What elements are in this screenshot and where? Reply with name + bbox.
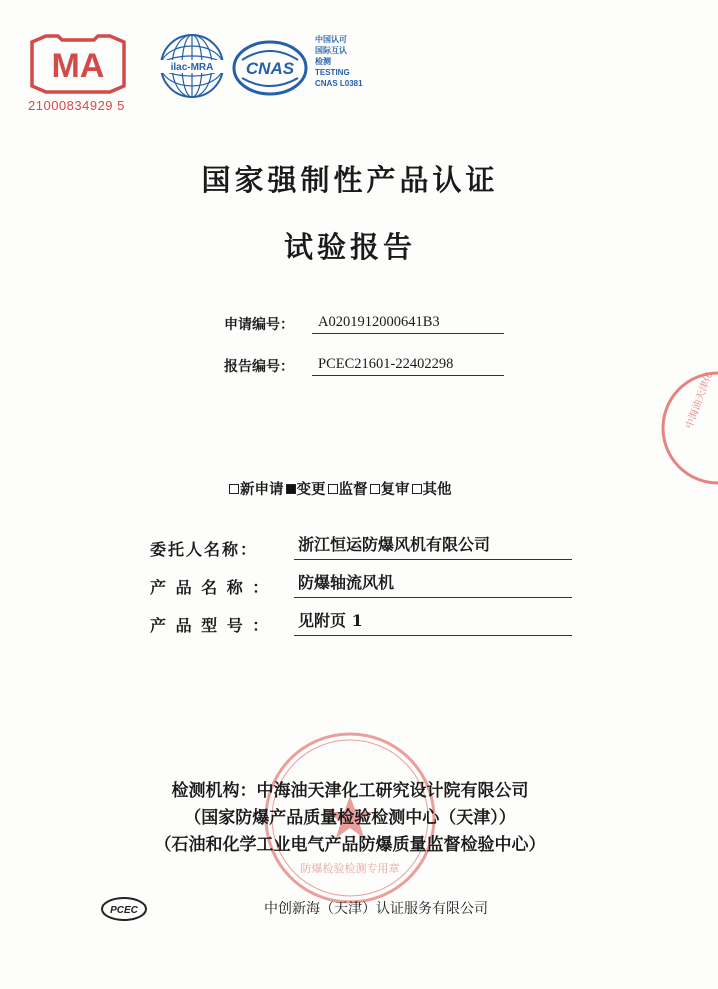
cnas-accreditation-text xyxy=(315,34,375,89)
cnas-line: CNAS L0381 xyxy=(315,79,363,88)
report-number-row xyxy=(224,356,504,376)
product-name-label: 产 品 名 称 ： xyxy=(150,578,271,597)
ma-logo xyxy=(28,34,128,94)
review-label: 复审 xyxy=(380,481,410,498)
product-model-label: 产 品 型 号 ： xyxy=(150,616,271,635)
product-name-value: 防爆轴流风机 xyxy=(294,570,572,598)
page-subtitle: 试验报告 xyxy=(283,230,416,264)
pcec-logo xyxy=(100,896,148,922)
product-model-value: 见附页 1 xyxy=(294,608,572,636)
application-type-options xyxy=(227,478,452,499)
ilac-mra-text: ilac-MRA xyxy=(170,62,214,73)
report-number-label: 报告编号： xyxy=(224,359,294,375)
new-application-label: 新申请 xyxy=(240,481,284,498)
ma-certificate-number: 21000834929 5 xyxy=(28,98,125,113)
change-label: 变更 xyxy=(296,481,326,498)
product-name-row xyxy=(150,570,572,598)
institution-subtitle-2: （石油和化学工业电气产品防爆质量监督检验中心） xyxy=(154,835,546,855)
new-application-checkbox[interactable] xyxy=(229,484,239,494)
application-number-row xyxy=(224,314,504,334)
ilac-mra-logo xyxy=(158,32,226,100)
cnas-line: 国际互认 xyxy=(315,46,347,55)
supervision-checkbox[interactable] xyxy=(328,484,338,494)
other-checkbox[interactable] xyxy=(412,484,422,494)
supervision-label: 监督 xyxy=(338,481,368,498)
change-checkbox[interactable] xyxy=(286,484,296,494)
report-number-value: PCEC21601-22402298 xyxy=(312,356,504,376)
stamp-edge-text: 中海油天津化 xyxy=(684,370,716,431)
other-label: 其他 xyxy=(422,481,452,498)
cnas-logo-text: CNAS xyxy=(245,59,295,78)
application-number-value: A0201912000641B3 xyxy=(312,314,504,334)
institution-subtitle-1: （国家防爆产品质量检验检测中心（天津）） xyxy=(184,808,516,828)
application-number-label: 申请编号： xyxy=(224,317,294,333)
edge-seal-stamp xyxy=(658,368,718,488)
cnas-line: 中国认可 xyxy=(315,35,347,44)
page-title: 国家强制性产品认证 xyxy=(201,163,499,197)
ma-logo-text: MA xyxy=(51,47,105,85)
product-model-row xyxy=(150,608,572,636)
client-value: 浙江恒运防爆风机有限公司 xyxy=(294,532,572,560)
client-row xyxy=(150,532,572,560)
pcec-logo-text: PCEC xyxy=(110,905,138,916)
cnas-line: TESTING xyxy=(315,68,350,77)
stamp-center-text: 防爆检验检测专用章 xyxy=(300,862,400,875)
certification-company: 中创新海（天津）认证服务有限公司 xyxy=(264,901,488,917)
client-label: 委托人名称： xyxy=(150,540,259,559)
testing-institution: 检测机构：中海油天津化工研究设计院有限公司 xyxy=(171,781,529,801)
cnas-logo xyxy=(232,38,308,98)
cnas-line: 检测 xyxy=(315,57,331,66)
review-checkbox[interactable] xyxy=(370,484,380,494)
